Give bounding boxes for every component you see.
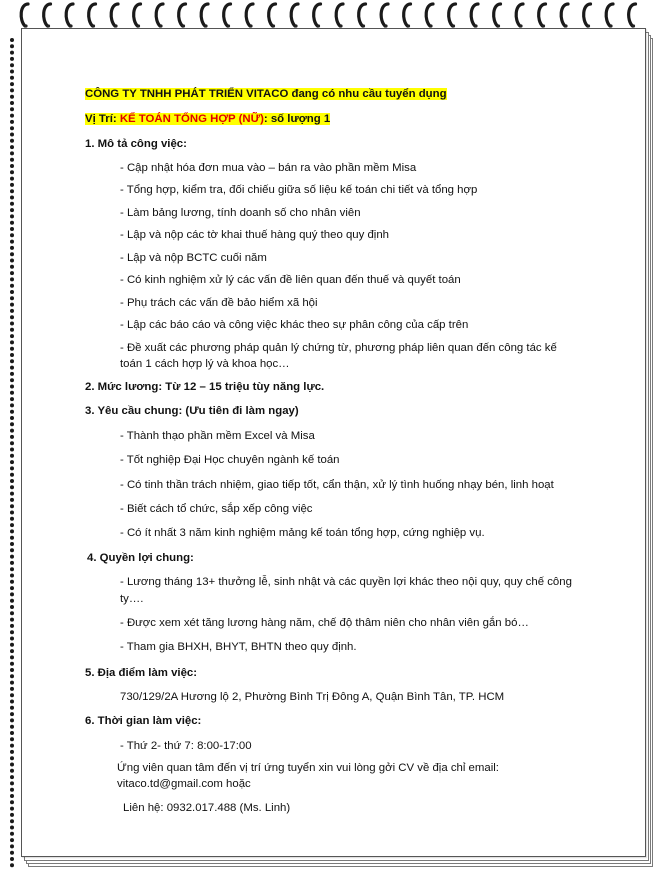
apply-instruction: Ứng viên quan tâm đến vị trí ứng tuyển xin vui lòng gởi CV về địa chỉ email: [117,762,499,774]
list-item: - Lập các báo cáo và công việc khác theo sự phân công của cấp trên [120,319,469,331]
list-item: - Phụ trách các vấn đề bảo hiểm xã hội [120,297,318,309]
contact-phone: Liên hệ: 0932.017.488 (Ms. Linh) [123,802,291,814]
email-address: vitaco.td@gmail.com hoặc [117,778,251,790]
list-item: - Có ít nhất 3 năm kinh nghiệm mảng kế toán tổng hợp, cứng nghiệp vụ. [120,527,485,539]
list-item: - Cập nhật hóa đơn mua vào – bán ra vào phần mềm Misa [120,162,417,174]
list-item-continuation: ty…. [120,593,144,605]
position-line: Vị Trí: KẾ TOÁN TỔNG HỢP (NỮ): số lượng 1 [85,113,331,125]
list-item: - Tổng hợp, kiểm tra, đối chiếu giữa số liệu kế toán chi tiết và tổng hợp [120,184,478,196]
section-heading-working-time: 6. Thời gian làm việc: [85,715,202,727]
list-item: - Biết cách tổ chức, sắp xếp công việc [120,503,313,515]
list-item: - Tham gia BHXH, BHYT, BHTN theo quy định. [120,641,357,653]
list-item: - Có kinh nghiệm xử lý các vấn đề liên quan đến thuế và quyết toán [120,274,461,286]
list-item: - Đề xuất các phương pháp quản lý chứng từ, phương pháp liên quan đến công tác kế [120,342,557,354]
list-item: - Lương tháng 13+ thưởng lễ, sinh nhật và các quyền lợi khác theo nội quy, quy chế công [120,576,572,588]
section-heading-job-description: 1. Mô tả công việc: [85,138,187,150]
company-line: CÔNG TY TNHH PHÁT TRIỂN VITACO đang có nhu cầu tuyển dụng [85,88,447,100]
section-heading-requirements: 3. Yêu cầu chung: (Ưu tiên đi làm ngay) [85,405,299,417]
list-item: - Thành thạo phần mềm Excel và Misa [120,430,315,442]
list-item: - Có tinh thần trách nhiệm, giao tiếp tốt, cẩn thận, xử lý tình huống nhạy bén, linh hoạt [120,479,554,491]
list-item: - Được xem xét tăng lương hàng năm, chế độ thâm niên cho nhân viên gắn bó… [120,617,529,629]
list-item: - Lập và nộp BCTC cuối năm [120,252,267,264]
section-heading-salary: 2. Mức lương: Từ 12 – 15 triệu tùy năng lực. [85,381,325,393]
list-item-continuation: toán 1 cách hợp lý và khoa học… [120,358,290,370]
list-item: - Lập và nộp các tờ khai thuế hàng quý theo quy định [120,229,390,241]
section-heading-benefits: 4. Quyền lợi chung: [87,552,194,564]
address-text: 730/129/2A Hương lộ 2, Phường Bình Trị Đông A, Quận Bình Tân, TP. HCM [120,691,505,703]
list-item: - Làm bảng lương, tính doanh số cho nhân viên [120,207,361,219]
position-title: KẾ TOÁN TỔNG HỢP (NỮ) [119,113,264,125]
section-heading-location: 5. Địa điểm làm việc: [85,667,198,679]
schedule-text: - Thứ 2- thứ 7: 8:00-17:00 [120,740,252,752]
list-item: - Tốt nghiệp Đại Học chuyên ngành kế toán [120,454,340,466]
